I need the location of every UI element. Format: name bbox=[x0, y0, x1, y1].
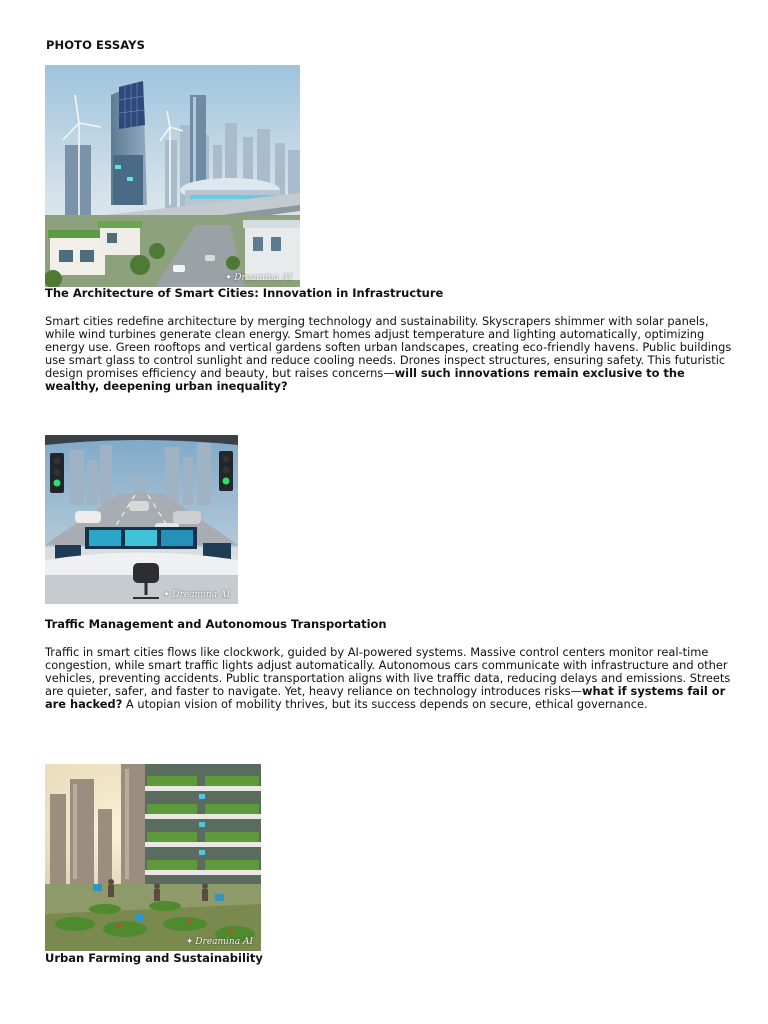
watermark-text: Dreamina AI bbox=[195, 937, 253, 947]
essay-2-title: Traffic Management and Autonomous Transportation bbox=[45, 617, 387, 631]
essay-1-title: The Architecture of Smart Cities: Innovation in Infrastructure bbox=[45, 286, 444, 300]
watermark: ✦ Dreamina AI bbox=[162, 590, 230, 600]
essay-1-text: Smart cities redefine architecture by merging technology and sustainability. Skyscrapers shimmer with solar panels, while wind turbines generate clean energy. Smart homes adjust temperature and lighting automatically, optimizing energy use. Green rooftops and vertical gardens soften urban landscapes, creating eco-friendly havens. Public buildings use smart glass to control sunlight and reduce cooling needs. Drones inspect structures, ensuring safety. This futuristic design promises efficiency and beauty, but raises concerns— bbox=[45, 314, 732, 380]
essay-1-body bbox=[45, 315, 735, 392]
essay-2-text-after: A utopian vision of mobility thrives, but its success depends on secure, ethical governance. bbox=[122, 696, 648, 711]
traffic-control-photo bbox=[45, 435, 238, 604]
essay-3-title: Urban Farming and Sustainability bbox=[45, 951, 263, 965]
essay-2-bold-question: what if systems fail or are hacked? bbox=[45, 683, 726, 711]
watermark: ✦ Dreamina AI bbox=[224, 273, 292, 283]
essay-2-text: Traffic in smart cities flows like clockwork, guided by AI-powered systems. Massive control centers monitor real-time congestion, while smart traffic lights adjust automatically. Autonomous cars communicate with infrastructure and other vehicles, preventing accidents. Public transportation aligns with live traffic data, reducing delays and emissions. Streets are quieter, safer, and faster to navigate. Yet, heavy reliance on technology introduces risks— bbox=[45, 645, 731, 698]
smart-city-architecture-photo bbox=[45, 65, 300, 287]
watermark-text: Dreamina AI bbox=[234, 273, 292, 283]
page-title: PHOTO ESSAYS bbox=[46, 38, 145, 52]
watermark: ✦ Dreamina AI bbox=[185, 937, 253, 947]
watermark-text: Dreamina AI bbox=[172, 590, 230, 600]
essay-2-body bbox=[45, 646, 735, 711]
urban-farming-photo bbox=[45, 764, 261, 951]
essay-1-bold-question: will such innovations remain exclusive to the wealthy, deepening urban inequality? bbox=[45, 365, 685, 393]
